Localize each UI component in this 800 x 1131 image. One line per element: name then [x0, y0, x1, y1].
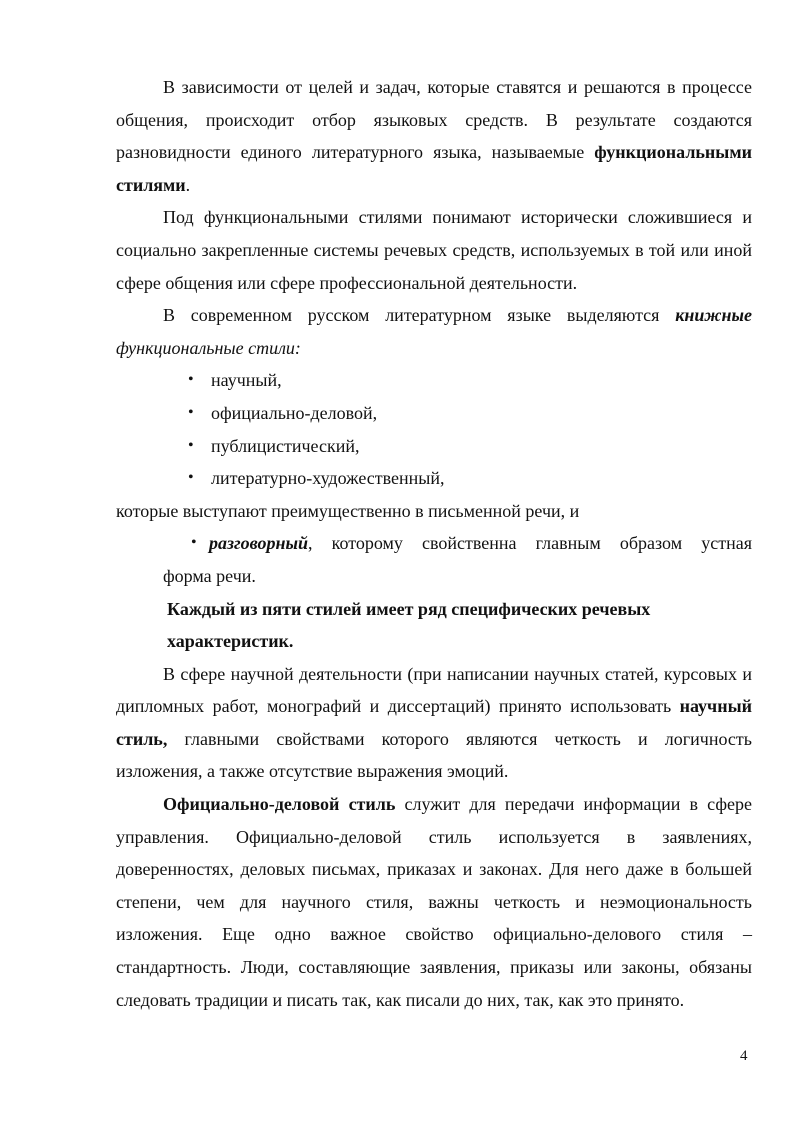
p3-italic: функциональные стили:: [116, 337, 301, 358]
p5-bold-italic: разговорный: [209, 533, 308, 554]
bullet-icon: •: [188, 436, 194, 454]
list-item: [116, 397, 752, 430]
p6-text: В сфере научной деятельности (при написании научных статей, курсовых и дипломных работ, монографий и диссертаций) принято использовать: [116, 663, 752, 717]
body-text: [116, 71, 752, 1016]
list-item-label: публицистический,: [211, 435, 360, 456]
p5-line-1: [163, 527, 752, 560]
p1-end: .: [185, 174, 191, 195]
list-item-label: официально-деловой,: [211, 402, 378, 423]
list-item-label: научный,: [211, 370, 282, 391]
p5-line-2: форма речи.: [163, 565, 256, 586]
p3-text: В современном русском литературном языке выделяются: [163, 305, 676, 326]
p2-text: Под функциональными стилями понимают исторически сложившиеся и социально закрепленные системы речевых средств, используемых в той или иной сфере общения или сфере профессиональной деятельности.: [116, 207, 752, 293]
paragraph-6: [116, 658, 752, 788]
p1-bold-term: функциональными стилями: [116, 142, 752, 195]
paragraph-3: [116, 299, 752, 364]
p4-text: которые выступают преимущественно в письменной речи, и: [116, 500, 580, 521]
p7-bold-term: Официально-деловой стиль: [163, 794, 396, 815]
list-item: [116, 364, 752, 397]
styles-list: [116, 364, 752, 494]
list-item: [116, 462, 752, 495]
p7-text: служит для передачи информации в сфере управления. Официально-деловой стиль используется в заявлениях, доверенностях, деловых письмах, приказах и законах. Для него даже в большей степени, чем для научного стиля, важны четкость и неэмоциональность изложения. Еще одно важное свойство официально-делового стиля – стандартность. Люди, составляющие заявления, приказы или законы, обязаны следовать традиции и писать так, как писали до них, так, как это принято.: [116, 794, 752, 1010]
bullet-icon: •: [188, 371, 194, 389]
paragraph-2: [116, 201, 752, 299]
p5-text-1: , которому свойственна главным образом устная: [307, 533, 752, 554]
paragraph-5: [116, 527, 752, 592]
p6-end: главными свойствами которого являются четкость и логичность изложения, а также отсутствие выражения эмоций.: [116, 728, 752, 782]
paragraph-7: [116, 788, 752, 1016]
list-item: [116, 430, 752, 463]
paragraph-1: [116, 71, 752, 201]
bullet-icon: •: [191, 534, 197, 552]
heading-text: Каждый из пяти стилей имеет ряд специфических речевых характеристик.: [167, 598, 651, 652]
bullet-icon: •: [188, 403, 194, 421]
paragraph-4: [116, 495, 752, 528]
page-number: 4: [740, 1048, 748, 1064]
list-item-label: литературно-художественный,: [211, 468, 445, 489]
section-heading: [116, 593, 752, 658]
p6-bold-term: научный стиль,: [116, 696, 752, 749]
p1-text: В зависимости от целей и задач, которые ставятся и решаются в процессе общения, происходит отбор языковых средств. В результате создаются разновидности единого литературного языка, называемые: [116, 77, 752, 163]
p3-bold-italic: книжные: [675, 305, 752, 326]
bullet-icon: •: [188, 469, 194, 487]
